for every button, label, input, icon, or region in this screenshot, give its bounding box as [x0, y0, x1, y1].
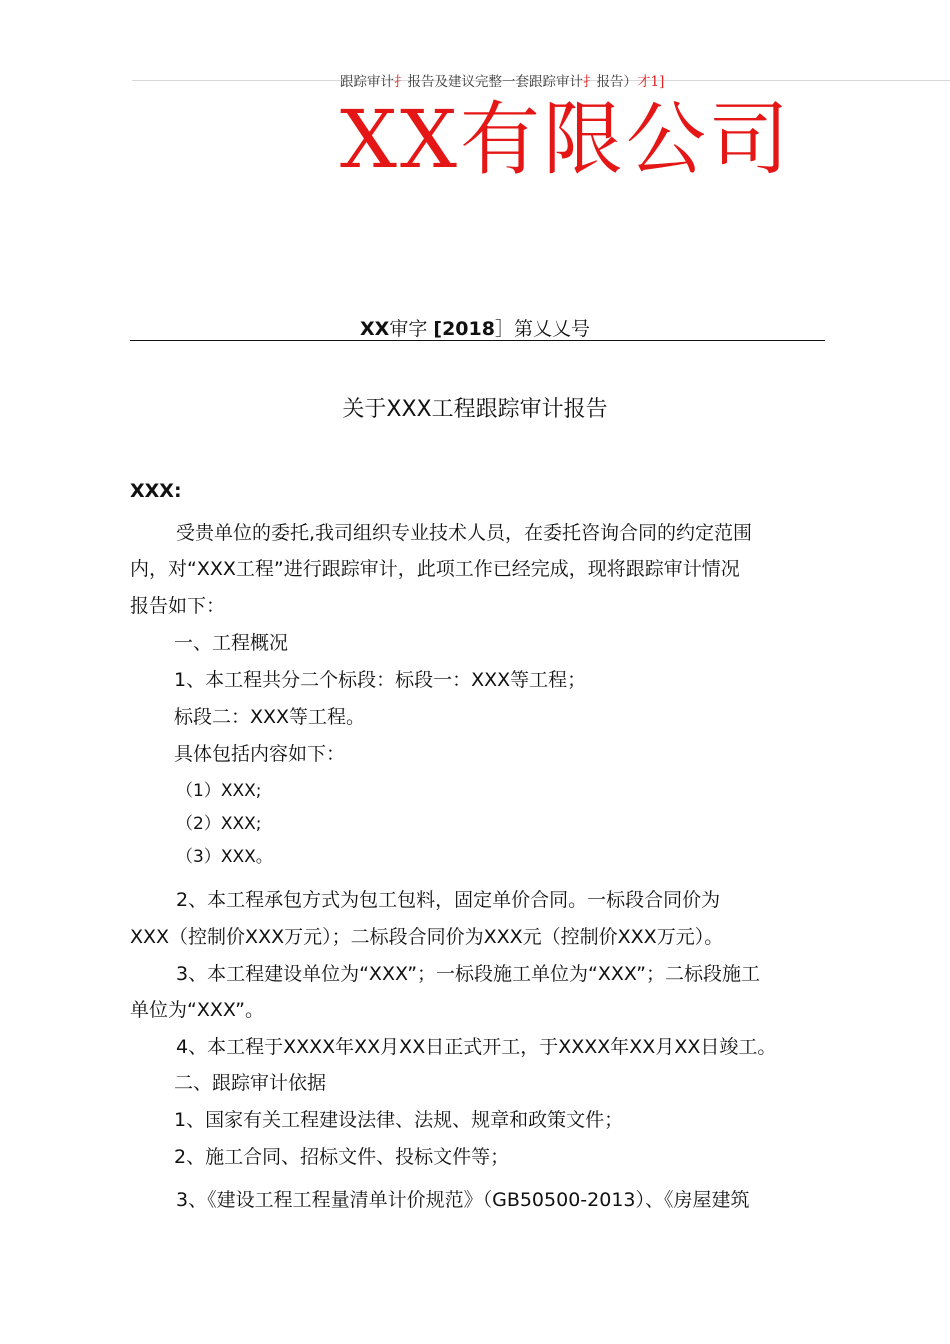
body-line: XXX（控制价XXX万元）；二标段合同价为XXX元（控制价XXX万元）。	[130, 926, 724, 948]
body-line: 具体包括内容如下：	[174, 743, 346, 765]
body-line: 受贵单位的委托,我司组织专业技术人员，在委托咨询合同的约定范围	[176, 522, 753, 544]
document-number	[0, 314, 950, 341]
header-text-3: 报告）	[596, 74, 637, 90]
doc-number-year: [2018	[433, 318, 495, 340]
section-heading: 二、跟踪审计依据	[174, 1072, 327, 1094]
body-line: 1、本工程共分二个标段：标段一：XXX等工程；	[174, 669, 587, 691]
running-header	[340, 70, 664, 90]
company-name: XX有限公司	[340, 93, 792, 186]
body-line: 1、国家有关工程建设法律、法规、规章和政策文件；	[174, 1109, 624, 1131]
body-line: 2、本工程承包方式为包工包料，固定单价合同。一标段合同价为	[176, 889, 721, 911]
body-line: 内，对“XXX工程”进行跟踪审计，此项工作已经完成，现将跟踪审计情况	[130, 558, 740, 580]
header-mark-3: 才1]	[637, 74, 665, 90]
body-line: 3、《建设工程工程量清单计价规范》（GB50500-2013）、《房屋建筑	[176, 1189, 750, 1211]
body-line: 2、施工合同、招标文件、投标文件等；	[174, 1146, 510, 1168]
document-title: 关于XXX工程跟踪审计报告	[342, 397, 608, 422]
body-line: 4、本工程于XXXX年XX月XX日正式开工，于XXXX年XX月XX日竣工。	[176, 1036, 777, 1058]
doc-number-suffix: ］第乂乂号	[494, 318, 590, 340]
header-text-2: 报告及建议完整一套跟踪审计	[407, 74, 583, 90]
body-line: 标段二：XXX等工程。	[174, 706, 366, 728]
body-line: 3、本工程建设单位为“XXX”；一标段施工单位为“XXX”；二标段施工	[176, 963, 761, 985]
header-mark-1: 扌	[394, 74, 408, 90]
salutation: XXX:	[130, 480, 182, 502]
list-item: （2）XXX;	[176, 814, 262, 834]
doc-number-prefix: XX	[360, 318, 390, 340]
body-line: 报告如下：	[130, 595, 226, 617]
list-item: （3）XXX。	[176, 847, 273, 867]
header-mark-2: 扌	[583, 74, 597, 90]
section-heading: 一、工程概况	[174, 632, 289, 654]
title-divider	[130, 340, 825, 341]
body-line: 单位为“XXX”。	[130, 999, 264, 1021]
doc-number-middle: 审字	[389, 318, 428, 340]
header-text-1: 跟踪审计	[340, 74, 394, 90]
list-item: （1）XXX;	[176, 781, 262, 801]
